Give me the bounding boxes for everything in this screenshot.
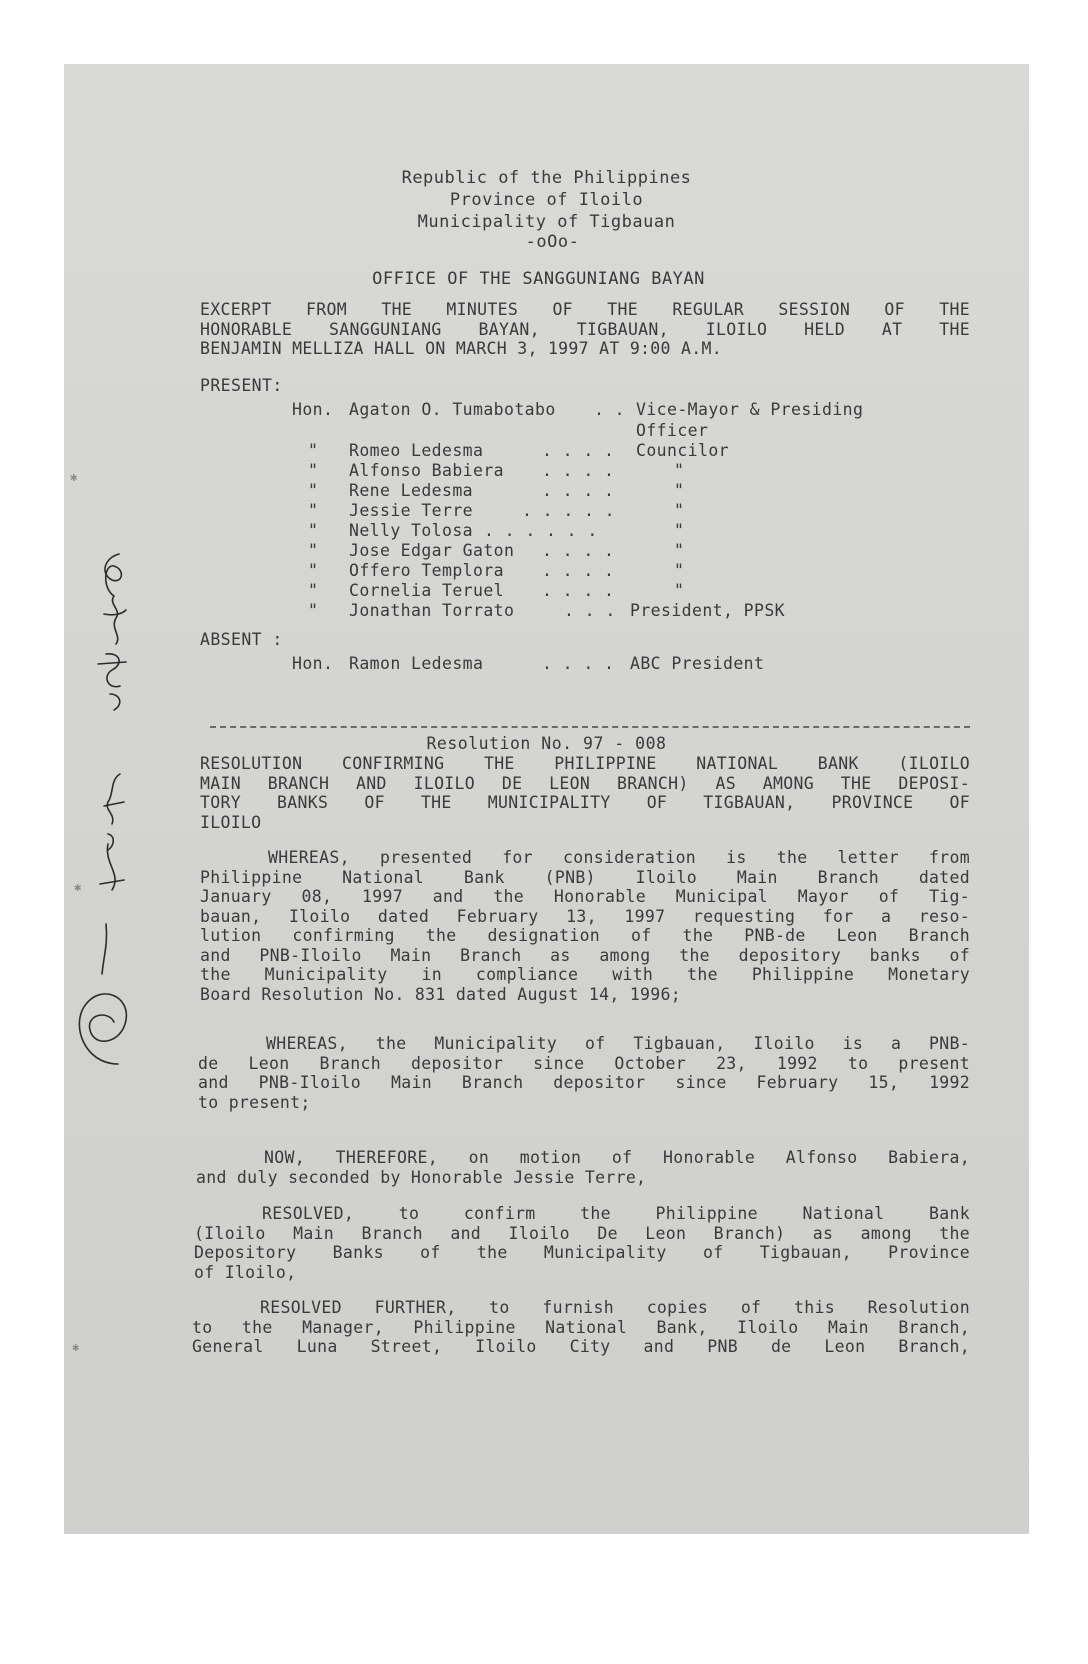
resolution-number: Resolution No. 97 - 008 bbox=[426, 734, 667, 753]
whereas-paragraph-2 bbox=[198, 1034, 970, 1112]
attendee-name: Cornelia Teruel bbox=[349, 581, 505, 600]
attendee-prefix: Hon. bbox=[292, 400, 334, 419]
excerpt-line: HONORABLE SANGGUNIANG BAYAN, TIGBAUAN, ILOILO HELD AT THE bbox=[200, 319, 970, 339]
attendee-name: Nelly Tolosa bbox=[349, 521, 474, 540]
paragraph-line: bauan, Iloilo dated February 13, 1997 requesting for a reso- bbox=[200, 906, 970, 926]
title-line: ILOILO bbox=[200, 812, 262, 832]
attendee-position: " bbox=[674, 481, 685, 500]
attendee-prefix: " bbox=[308, 541, 319, 560]
paragraph-line: and duly seconded by Honorable Jessie Terre, bbox=[196, 1167, 647, 1187]
attendee-prefix: " bbox=[308, 561, 319, 580]
paragraph-line: Philippine National Bank (PNB) Iloilo Main Branch dated bbox=[200, 867, 970, 887]
attendee-name: Agaton O. Tumabotabo bbox=[349, 400, 556, 419]
attendee-prefix: " bbox=[308, 461, 319, 480]
paragraph-line: Board Resolution No. 831 dated August 14, 1996; bbox=[200, 984, 681, 1004]
document-page bbox=[64, 64, 1029, 1534]
whereas-paragraph-1 bbox=[200, 848, 970, 1004]
attendee-position: " bbox=[674, 541, 685, 560]
resolved-paragraph bbox=[194, 1204, 970, 1282]
office-title: OFFICE OF THE SANGGUNIANG BAYAN bbox=[372, 269, 705, 289]
attendee-dots: . . . . bbox=[542, 461, 615, 480]
attendee-dots: . . . . bbox=[542, 581, 615, 600]
attendee-dots: . . . . bbox=[542, 481, 615, 500]
binder-mark: ✱ bbox=[70, 470, 78, 484]
paragraph-line: to present; bbox=[198, 1092, 311, 1112]
attendee-prefix: " bbox=[308, 521, 319, 540]
resolved-further-paragraph bbox=[192, 1298, 970, 1357]
attendee-prefix: " bbox=[308, 481, 319, 500]
attendee-dots: . . . . . . bbox=[484, 521, 598, 540]
attendee-prefix: " bbox=[308, 601, 319, 620]
attendee-dots: . . . bbox=[564, 601, 616, 620]
header-ornament: -oOo- bbox=[525, 232, 580, 252]
attendee-position: Vice-Mayor & Presiding bbox=[636, 400, 864, 419]
attendee-dots: . . bbox=[594, 400, 626, 419]
attendee-dots: . . . . bbox=[542, 541, 615, 560]
attendee-prefix: " bbox=[308, 441, 319, 460]
attendee-position: Officer bbox=[636, 421, 709, 440]
attendee-position: " bbox=[674, 501, 685, 520]
absent-dots: . . . . bbox=[542, 654, 615, 673]
title-line: RESOLUTION CONFIRMING THE PHILIPPINE NATIONAL BANK (ILOILO bbox=[200, 754, 970, 773]
paragraph-line: NOW, THEREFORE, on motion of Honorable Alfonso Babiera, bbox=[264, 1148, 970, 1167]
title-line: TORY BANKS OF THE MUNICIPALITY OF TIGBAUAN, PROVINCE OF bbox=[200, 793, 970, 812]
resolution-title bbox=[200, 754, 970, 832]
excerpt-line: BENJAMIN MELLIZA HALL ON MARCH 3, 1997 AT 9:00 A.M. bbox=[200, 339, 722, 358]
attendee-dots: . . . . . bbox=[522, 501, 616, 520]
paragraph-line: RESOLVED, to confirm the Philippine National Bank bbox=[262, 1204, 970, 1223]
binder-mark: ✱ bbox=[72, 1340, 80, 1354]
attendee-name: Jose Edgar Gaton bbox=[349, 541, 515, 560]
header-republic: Republic of the Philippines bbox=[401, 168, 692, 188]
title-line: MAIN BRANCH AND ILOILO DE LEON BRANCH) AS AMONG THE DEPOSI- bbox=[200, 773, 970, 793]
header-province: Province of Iloilo bbox=[449, 190, 644, 210]
paragraph-line: the Municipality in compliance with the Philippine Monetary bbox=[200, 965, 970, 984]
paragraph-line: de Leon Branch depositor since October 23, 1992 to present bbox=[198, 1053, 970, 1073]
binder-mark: ✱ bbox=[74, 880, 82, 894]
paragraph-line: RESOLVED FURTHER, to furnish copies of this Resolution bbox=[260, 1298, 970, 1317]
paragraph-line: General Luna Street, Iloilo City and PNB de Leon Branch, bbox=[192, 1337, 970, 1356]
attendee-position: " bbox=[674, 461, 685, 480]
paragraph-line: and PNB-Iloilo Main Branch as among the depository banks of bbox=[200, 945, 970, 965]
attendee-position: " bbox=[674, 581, 685, 600]
attendee-dots: . . . . bbox=[542, 561, 615, 580]
attendee-name: Rene Ledesma bbox=[349, 481, 474, 500]
paragraph-line: WHEREAS, the Municipality of Tigbauan, Iloilo is a PNB- bbox=[266, 1034, 970, 1053]
paragraph-line: and PNB-Iloilo Main Branch depositor since February 15, 1992 bbox=[198, 1073, 970, 1092]
paragraph-line: to the Manager, Philippine National Bank, Iloilo Main Branch, bbox=[192, 1317, 970, 1337]
attendee-position: " bbox=[674, 561, 685, 580]
excerpt-line: EXCERPT FROM THE MINUTES OF THE REGULAR SESSION OF THE bbox=[200, 300, 970, 319]
absent-label: ABSENT : bbox=[200, 630, 283, 649]
header-municipality: Municipality of Tigbauan bbox=[417, 212, 676, 232]
attendee-position: Councilor bbox=[636, 441, 730, 460]
margin-signatures bbox=[64, 544, 144, 1104]
paragraph-line: January 08, 1997 and the Honorable Municipal Mayor of Tig- bbox=[200, 887, 970, 906]
attendee-dots: . . . . bbox=[542, 441, 615, 460]
paragraph-line: Depository Banks of the Municipality of Tigbauan, Province bbox=[194, 1243, 970, 1262]
excerpt-paragraph bbox=[200, 300, 970, 359]
attendee-name: Offero Templora bbox=[349, 561, 505, 580]
dashed-divider bbox=[210, 726, 970, 728]
attendee-name: Jessie Terre bbox=[349, 501, 474, 520]
attendee-name: Romeo Ledesma bbox=[349, 441, 484, 460]
attendee-prefix: " bbox=[308, 501, 319, 520]
paragraph-line: of Iloilo, bbox=[194, 1262, 297, 1282]
paragraph-line: WHEREAS, presented for consideration is the letter from bbox=[268, 848, 970, 867]
attendee-name: Jonathan Torrato bbox=[349, 601, 515, 620]
now-therefore-paragraph bbox=[196, 1148, 970, 1187]
attendee-position: President, PPSK bbox=[630, 601, 786, 620]
present-label: PRESENT: bbox=[200, 376, 283, 395]
attendee-name: Alfonso Babiera bbox=[349, 461, 505, 480]
paragraph-line: (Iloilo Main Branch and Iloilo De Leon Branch) as among the bbox=[194, 1223, 970, 1243]
absent-name: Ramon Ledesma bbox=[349, 654, 484, 673]
attendee-position: " bbox=[674, 521, 685, 540]
absent-prefix: Hon. bbox=[292, 654, 334, 673]
paragraph-line: lution confirming the designation of the PNB-de Leon Branch bbox=[200, 926, 970, 945]
attendee-prefix: " bbox=[308, 581, 319, 600]
absent-position: ABC President bbox=[630, 654, 765, 673]
